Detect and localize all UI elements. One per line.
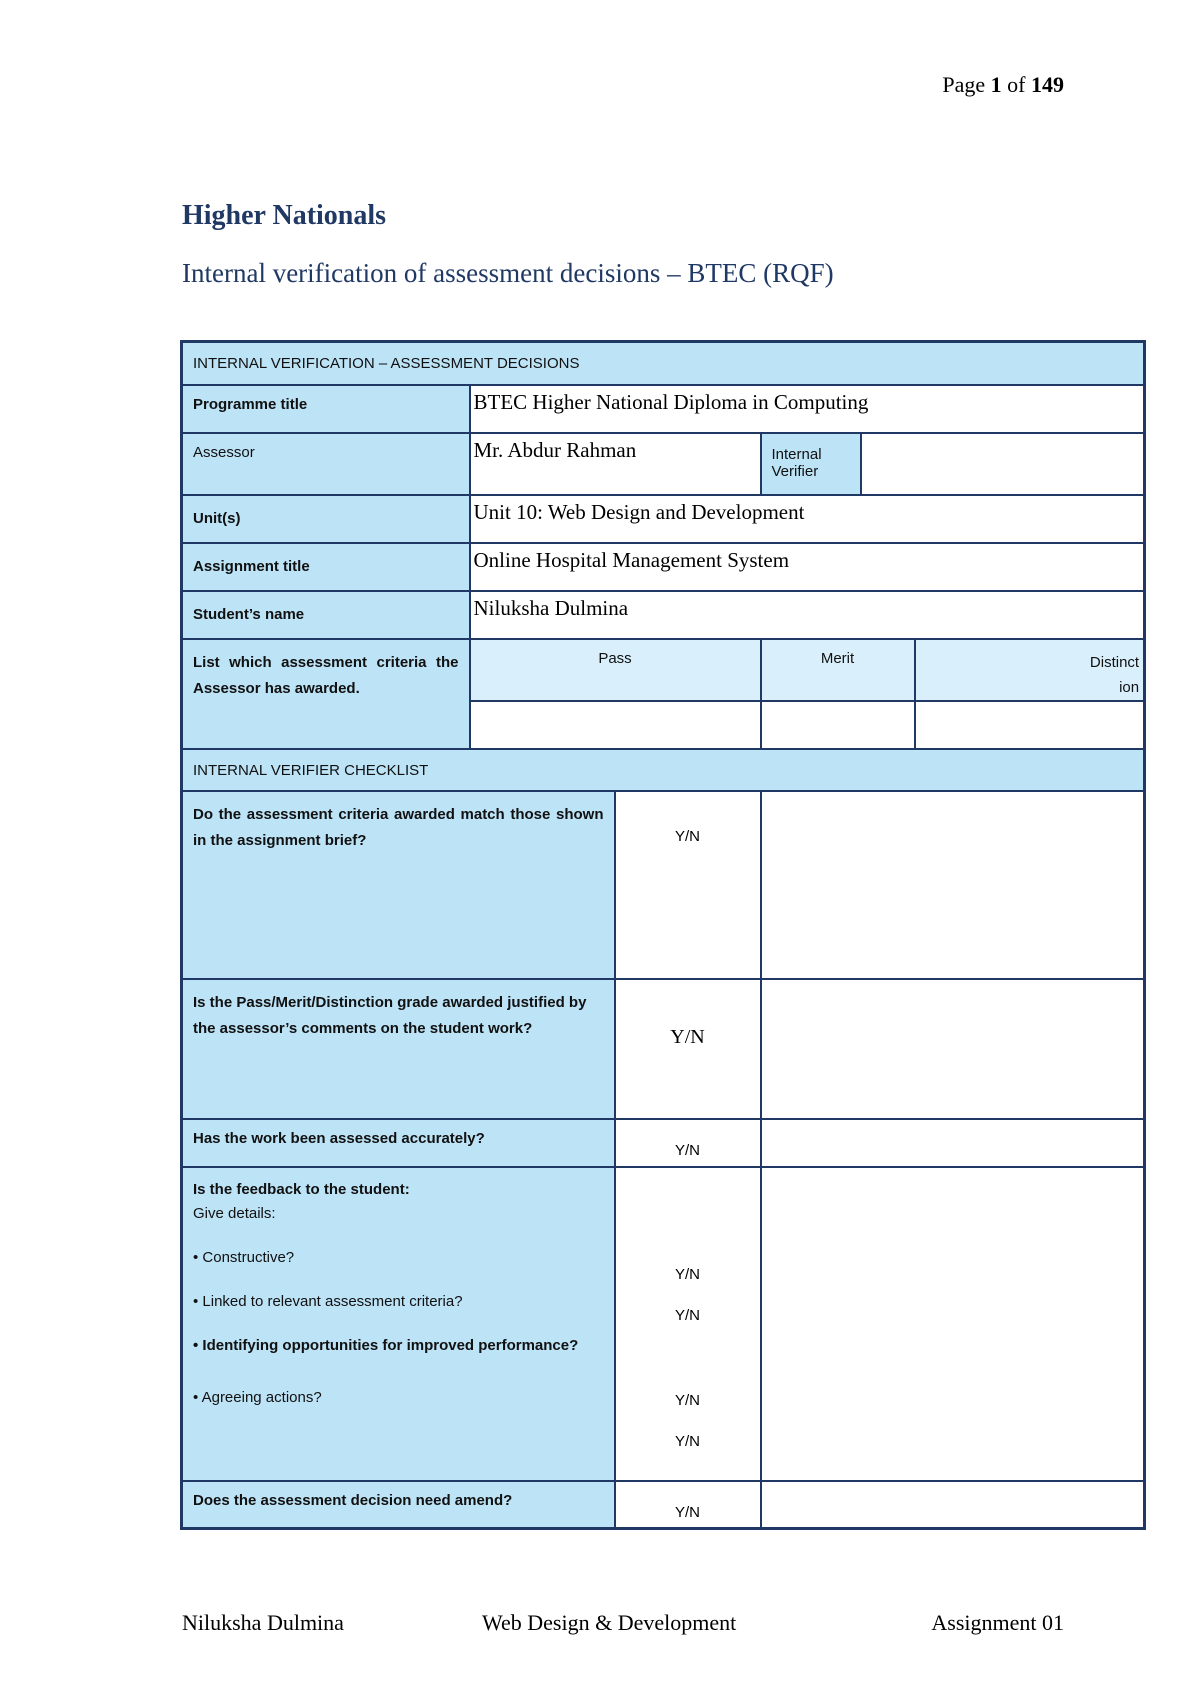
q4-yn-4[interactable]: Y/N <box>674 1432 700 1450</box>
q4-title: Is the feedback to the student: <box>193 1180 410 1198</box>
q1-label: Do the assessment criteria awarded match those shown in the assignment brief? <box>182 791 615 979</box>
q4-bullet-identifying: • Identifying opportunities for improved performance? <box>193 1336 579 1354</box>
q5-label: Does the assessment decision need amend? <box>182 1481 615 1529</box>
assessor-value[interactable]: Mr. Abdur Rahman <box>470 433 761 495</box>
merit-header: Merit <box>761 639 915 701</box>
assignment-value[interactable]: Online Hospital Management System <box>470 543 1145 591</box>
q5-comment[interactable] <box>761 1481 1145 1529</box>
page-title: Higher Nationals <box>182 200 387 231</box>
q4-comment[interactable] <box>761 1167 1145 1481</box>
internal-verifier-label: Internal Verifier <box>761 433 861 495</box>
programme-label: Programme title <box>182 385 470 433</box>
section-header-checklist: INTERNAL VERIFIER CHECKLIST <box>182 749 1145 791</box>
q4-yn-1[interactable]: Y/N <box>674 1265 700 1283</box>
assignment-label: Assignment title <box>182 543 470 591</box>
q5-yn[interactable]: Y/N <box>615 1481 761 1529</box>
q4-yn-3[interactable]: Y/N <box>674 1391 700 1409</box>
unit-value[interactable]: Unit 10: Web Design and Development <box>470 495 1145 543</box>
footer-assignment: Assignment 01 <box>931 1610 1064 1635</box>
footer-student: Niluksha Dulmina <box>182 1610 344 1635</box>
programme-value[interactable]: BTEC Higher National Diploma in Computing <box>470 385 1145 433</box>
q3-label: Has the work been assessed accurately? <box>182 1119 615 1167</box>
q3-comment[interactable] <box>761 1119 1145 1167</box>
unit-label: Unit(s) <box>182 495 470 543</box>
q2-yn[interactable]: Y/N <box>615 979 761 1119</box>
q4-bullet-agreeing: • Agreeing actions? <box>193 1388 322 1406</box>
q4-label <box>182 1167 615 1481</box>
merit-criteria-cell[interactable] <box>761 701 915 749</box>
internal-verifier-value[interactable] <box>861 433 1145 495</box>
q2-comment[interactable] <box>761 979 1145 1119</box>
page-number: Page 1 of 149 <box>942 72 1064 97</box>
q2-label: Is the Pass/Merit/Distinction grade awarded justified by the assessor’s comments on the student work? <box>182 979 615 1119</box>
q4-bullet-linked: • Linked to relevant assessment criteria? <box>193 1292 463 1310</box>
criteria-label: List which assessment criteria the Assessor has awarded. <box>182 639 470 749</box>
pass-criteria-cell[interactable] <box>470 701 761 749</box>
q4-subtitle: Give details: <box>193 1204 276 1222</box>
footer-module: Web Design & Development <box>482 1610 737 1635</box>
student-label: Student’s name <box>182 591 470 639</box>
assessor-label: Assessor <box>182 433 470 495</box>
section-header-assessment: INTERNAL VERIFICATION – ASSESSMENT DECISIONS <box>182 342 1145 385</box>
q4-yn-group <box>615 1167 761 1481</box>
q4-yn-2[interactable]: Y/N <box>674 1306 700 1324</box>
q1-yn[interactable]: Y/N <box>615 791 761 979</box>
pass-header: Pass <box>470 639 761 701</box>
page-subtitle: Internal verification of assessment decisions – BTEC (RQF) <box>182 258 834 288</box>
q4-bullet-constructive: • Constructive? <box>193 1248 295 1266</box>
student-value[interactable]: Niluksha Dulmina <box>470 591 1145 639</box>
q1-comment[interactable] <box>761 791 1145 979</box>
distinction-criteria-cell[interactable] <box>915 701 1145 749</box>
q3-yn[interactable]: Y/N <box>615 1119 761 1167</box>
distinction-header: Distinction <box>915 639 1145 701</box>
verification-form <box>180 340 1146 1530</box>
